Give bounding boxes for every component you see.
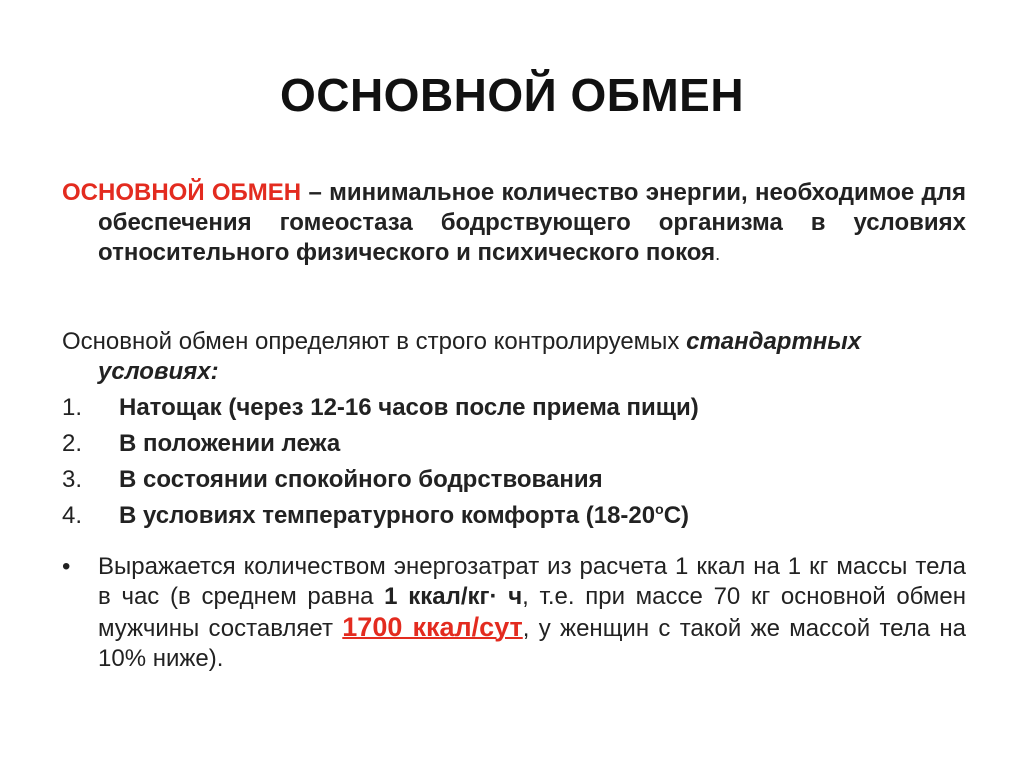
bullet-bold-rate: 1 ккал/кг· ч [384, 583, 523, 610]
bullet-paragraph [62, 552, 966, 674]
bullet-highlight-value: 1700 ккал/сут [342, 612, 523, 642]
list-item-text: В состоянии спокойного бодрствования [119, 466, 603, 493]
list-item [62, 429, 930, 465]
definition-period: . [715, 244, 721, 264]
list-item-number: 2. [62, 430, 83, 457]
standard-conditions-intro [62, 327, 966, 387]
standard-emphasis: стандартных условиях: [98, 328, 862, 385]
list-item-text: Натощак (через 12-16 часов после приема пищи) [119, 394, 699, 421]
bullet-text-part3: , у женщин с такой же массой тела на 10% ниже). [98, 615, 966, 672]
list-item-number: 1. [62, 394, 83, 421]
definition-text: – минимальное количество энергии, необходимое для обеспечения гомеостаза бодрствующего организма в условиях относительного физического и психического покоя [98, 179, 967, 266]
standard-text: Основной обмен определяют в строго контролируемых [62, 328, 687, 355]
list-item-text: В положении лежа [119, 430, 341, 457]
bullet-icon: • [62, 553, 71, 580]
list-item-text [119, 501, 689, 537]
list-item [62, 501, 930, 537]
list-item [62, 393, 930, 429]
list-item-number: 3. [62, 466, 83, 493]
list-item-text-after: С) [663, 502, 690, 529]
definition-paragraph [62, 178, 966, 269]
definition-term: ОСНОВНОЙ ОБМЕН [62, 179, 302, 206]
list-item-text-before: В условиях температурного комфорта (18-20 [119, 502, 656, 529]
bullet-text-part1: Выражается количеством энергозатрат из расчета 1 ккал на 1 кг массы тела в час (в среднем равна [98, 553, 966, 610]
list-item-number: 4. [62, 502, 83, 529]
degree-superscript: о [655, 501, 664, 517]
slide-title: ОСНОВНОЙ ОБМЕН [279, 69, 745, 121]
list-item [62, 465, 930, 501]
bullet-text-part2: , т.е. при массе 70 кг основной обмен мужчины составляет [98, 583, 966, 642]
conditions-list [62, 393, 930, 537]
